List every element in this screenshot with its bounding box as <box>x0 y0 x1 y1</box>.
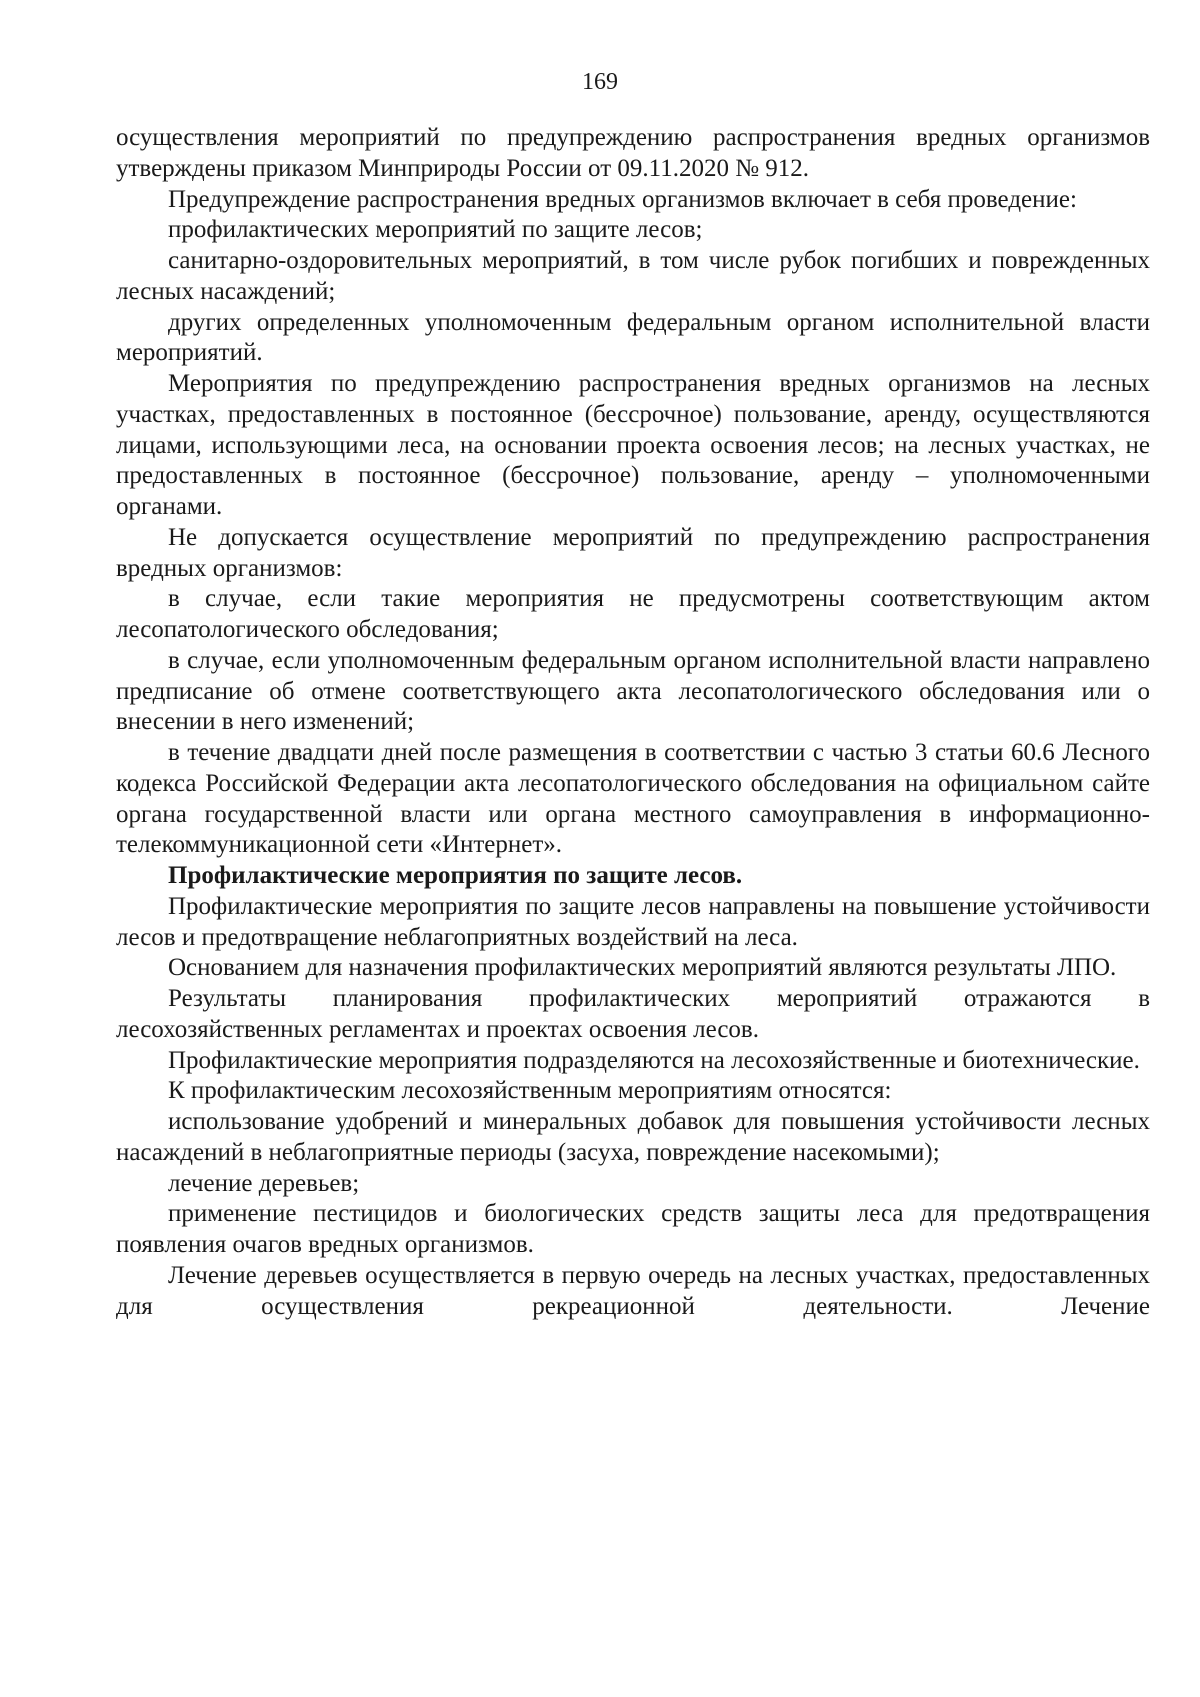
page-number: 169 <box>582 69 618 95</box>
paragraph: использование удобрений и минеральных добавок для повышения устойчивости лесных насаждений в неблагоприятные периоды (засуха, повреждение насекомыми); <box>116 1108 1150 1166</box>
paragraph: Основанием для назначения профилактических мероприятий являются результаты ЛПО. <box>168 954 1117 982</box>
paragraph: Мероприятия по предупреждению распространения вредных организмов на лесных участках, предоставленных в постоянное (бессрочное) пользование, аренду, осуществляются лицами, использующими леса, на основании проекта освоения лесов; на лесных участках, не предоставленных в постоянное (бессрочное) пользование, аренду – уполномоченными органами. <box>116 370 1150 520</box>
paragraph: Лечение деревьев осуществляется в первую очередь на лесных участках, предоставленных для осуществления рекреационной деятельности. Лечение <box>116 1261 1150 1320</box>
document-body <box>116 123 1150 1322</box>
paragraph: в течение двадцати дней после размещения в соответствии с частью 3 статьи 60.6 Лесного кодекса Российской Федерации акта лесопатологического обследования на официальном сайте органа государственной власти или органа местного самоуправления в информационно-телекоммуникационной сети «Интернет». <box>116 739 1150 859</box>
paragraph: лечение деревьев; <box>168 1169 360 1197</box>
paragraph: применение пестицидов и биологических средств защиты леса для предотвращения появления очагов вредных организмов. <box>116 1200 1150 1258</box>
paragraph: Профилактические мероприятия подразделяются на лесохозяйственные и биотехнические. <box>168 1046 1140 1074</box>
paragraph: К профилактическим лесохозяйственным мероприятиям относятся: <box>168 1077 892 1105</box>
paragraph: Не допускается осуществление мероприятий по предупреждению распространения вредных организмов: <box>116 523 1150 582</box>
paragraph: Профилактические мероприятия по защите лесов направлены на повышение устойчивости лесов и предотвращение неблагоприятных воздействий на леса. <box>116 892 1150 951</box>
paragraph: санитарно-оздоровительных мероприятий, в том числе рубок погибших и поврежденных лесных насаждений; <box>116 247 1150 305</box>
paragraph: профилактических мероприятий по защите лесов; <box>168 216 703 244</box>
paragraph: в случае, если уполномоченным федеральным органом исполнительной власти направлено предписание об отмене соответствующего акта лесопатологического обследования или о внесении в него изменений; <box>116 646 1150 736</box>
paragraph: в случае, если такие мероприятия не предусмотрены соответствующим актом лесопатологического обследования; <box>116 585 1150 643</box>
section-heading: Профилактические мероприятия по защите лесов. <box>168 862 743 889</box>
paragraph: Результаты планирования профилактических мероприятий отражаются в лесохозяйственных регламентах и проектах освоения лесов. <box>116 985 1150 1043</box>
paragraph: других определенных уполномоченным федеральным органом исполнительной власти мероприятий. <box>116 308 1150 367</box>
paragraph: Предупреждение распространения вредных организмов включает в себя проведение: <box>168 185 1077 213</box>
paragraph: осуществления мероприятий по предупреждению распространения вредных организмов утверждены приказом Минприроды России от 09.11.2020 № 912. <box>116 124 1150 182</box>
